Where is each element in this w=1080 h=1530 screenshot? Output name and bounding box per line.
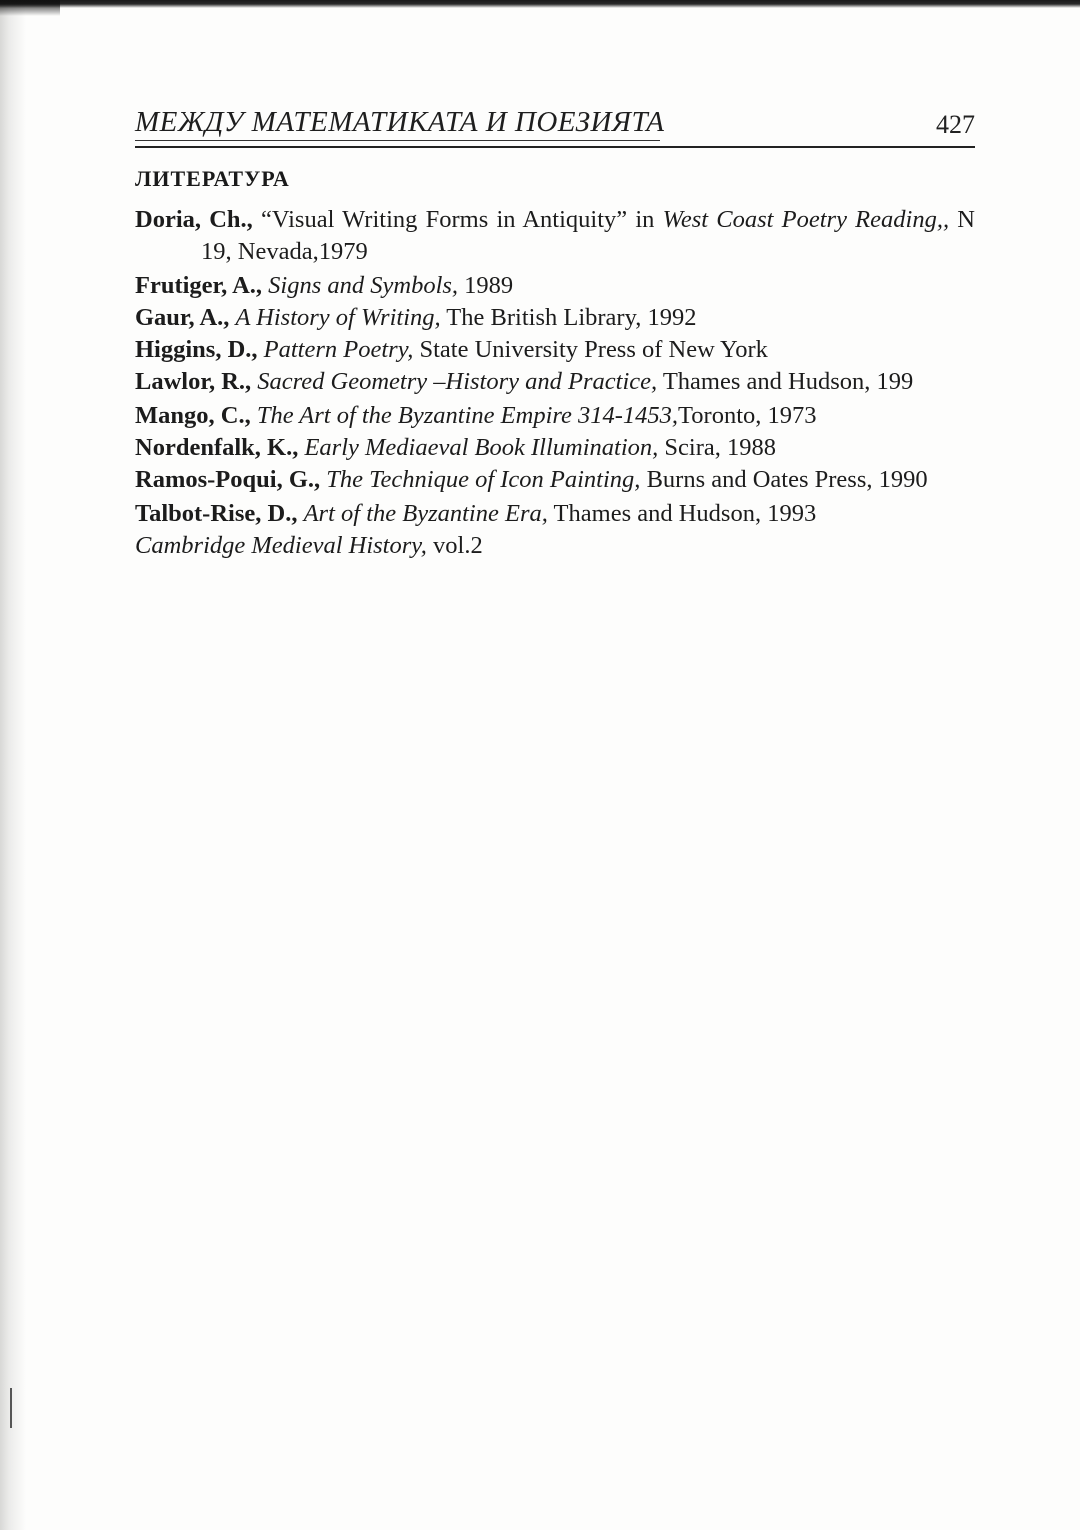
reference-item [135,400,975,432]
reference-details: Thames and Hudson, 199 [657,368,914,395]
reference-details: State University Press of New York [413,336,768,363]
scan-top-corner [0,0,60,16]
reference-author: Talbot-Rise, D., [135,500,298,527]
gutter-mark [10,1388,12,1428]
reference-title: Sacred Geometry –History and Practice, [257,368,658,395]
scan-gutter-shadow [0,0,26,1530]
header-rule [135,146,975,148]
reference-text: “Visual Writing Forms in Antiquity” in [252,206,663,233]
reference-author: Higgins, D., [135,336,258,363]
reference-details: N 19, Nevada,1979 [201,206,975,265]
reference-item [135,498,975,530]
reference-title: West Coast Poetry Reading,, [662,206,950,233]
reference-item [135,334,975,366]
reference-item [135,270,975,302]
reference-author: Frutiger, A., [135,272,263,299]
reference-author: Gaur, A., [135,304,230,331]
reference-title: Pattern Poetry, [263,336,414,363]
reference-author: Doria, Ch., [135,206,253,233]
reference-item [135,366,975,398]
reference-details: The British Library, 1992 [440,304,697,331]
reference-title: Signs and Symbols, [268,272,459,299]
reference-item [135,302,975,334]
reference-author: Mango, C., [135,402,251,429]
reference-author: Nordenfalk, K., [135,434,299,461]
reference-list [135,204,975,562]
reference-item [135,464,975,496]
reference-details: vol.2 [426,532,483,559]
reference-author: Lawlor, R., [135,368,252,395]
section-heading: ЛИТЕРАТУРА [135,166,290,191]
reference-title: Cambridge Medieval History, [135,532,427,559]
page-header [135,100,975,150]
reference-item [135,432,975,464]
reference-title: Early Mediaeval Book Illumination, [304,434,659,461]
reference-details: Burns and Oates Press, 1990 [640,466,928,493]
reference-item [135,530,975,562]
reference-title: A History of Writing, [235,304,441,331]
reference-author: Ramos-Poqui, G., [135,466,321,493]
reference-title: Art of the Byzantine Era, [303,500,548,527]
running-title: МЕЖДУ МАТЕМАТИКАТА И ПОЕЗИЯТА [135,106,665,138]
scan-top-edge [0,0,1080,8]
reference-details: Thames and Hudson, 1993 [547,500,817,527]
running-title-underline [135,140,660,141]
reference-item [135,204,975,268]
reference-title: The Art of the Byzantine Empire 314-1453, [256,402,679,429]
page-number: 427 [936,110,975,139]
reference-details: Scira, 1988 [658,434,776,461]
reference-details: Toronto, 1973 [678,402,817,429]
reference-details: 1989 [458,272,514,299]
reference-title: The Technique of Icon Painting, [326,466,641,493]
